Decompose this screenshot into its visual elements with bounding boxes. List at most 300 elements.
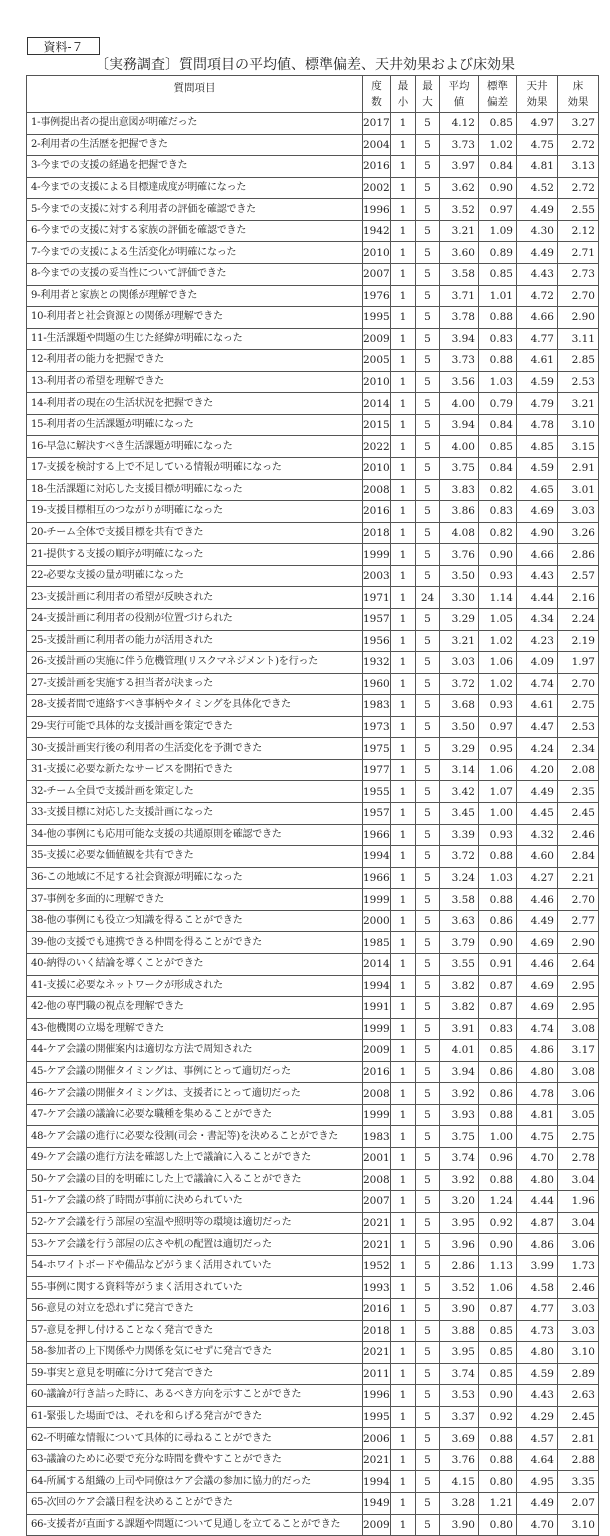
table-row xyxy=(27,328,599,350)
cell-min: 1 xyxy=(391,1018,416,1040)
cell-mean: 3.76 xyxy=(440,1449,479,1471)
cell-item: 25-支援計画に利用者の能力が活用された xyxy=(27,630,363,652)
table-row xyxy=(27,177,599,199)
cell-min: 1 xyxy=(391,1061,416,1083)
cell-min: 1 xyxy=(391,1255,416,1277)
cell-ceiling: 4.80 xyxy=(517,1061,558,1083)
cell-min: 1 xyxy=(391,328,416,350)
cell-n: 2021 xyxy=(363,1449,391,1471)
cell-floor: 2.45 xyxy=(558,803,599,825)
cell-mean: 4.15 xyxy=(440,1471,479,1493)
cell-mean: 3.50 xyxy=(440,716,479,738)
cell-sd: 0.80 xyxy=(479,1514,517,1536)
cell-item: 56-意見の対立を恐れずに発言できた xyxy=(27,1298,363,1320)
cell-n: 2007 xyxy=(363,1191,391,1213)
cell-min: 1 xyxy=(391,458,416,480)
cell-ceiling: 4.81 xyxy=(517,1104,558,1126)
table-row xyxy=(27,285,599,307)
cell-ceiling: 4.69 xyxy=(517,501,558,523)
cell-item: 32-チーム全員で支援計画を策定した xyxy=(27,781,363,803)
cell-min: 1 xyxy=(391,522,416,544)
cell-mean: 3.52 xyxy=(440,1277,479,1299)
cell-n: 2003 xyxy=(363,565,391,587)
cell-sd: 1.02 xyxy=(479,673,517,695)
header-row xyxy=(27,76,599,113)
cell-item: 16-早急に解決すべき生活課題が明確になった xyxy=(27,436,363,458)
cell-floor: 2.89 xyxy=(558,1363,599,1385)
header-min: 最 小 xyxy=(391,76,416,113)
cell-floor: 3.10 xyxy=(558,414,599,436)
cell-n: 1957 xyxy=(363,803,391,825)
cell-n: 1985 xyxy=(363,932,391,954)
cell-ceiling: 4.52 xyxy=(517,177,558,199)
cell-sd: 0.88 xyxy=(479,1449,517,1471)
table-row xyxy=(27,458,599,480)
cell-n: 2016 xyxy=(363,501,391,523)
cell-item: 30-支援計画実行後の利用者の生活変化を予測できた xyxy=(27,738,363,760)
cell-item: 61-緊張した場面では、それを和らげる発言ができた xyxy=(27,1406,363,1428)
cell-item: 21-提供する支援の順序が明確になった xyxy=(27,544,363,566)
cell-mean: 3.42 xyxy=(440,781,479,803)
cell-sd: 0.84 xyxy=(479,458,517,480)
cell-max: 5 xyxy=(416,803,440,825)
table-row xyxy=(27,1018,599,1040)
cell-n: 2010 xyxy=(363,371,391,393)
cell-max: 5 xyxy=(416,781,440,803)
cell-max: 5 xyxy=(416,1018,440,1040)
cell-item: 3-今までの支援の経過を把握できた xyxy=(27,156,363,178)
cell-n: 1994 xyxy=(363,846,391,868)
cell-item: 39-他の支援でも連携できる仲間を得ることができた xyxy=(27,932,363,954)
cell-max: 5 xyxy=(416,997,440,1019)
cell-item: 60-議論が行き詰った時に、あるべき方向を示すことができた xyxy=(27,1385,363,1407)
cell-n: 2015 xyxy=(363,414,391,436)
cell-mean: 3.30 xyxy=(440,587,479,609)
table-row xyxy=(27,1298,599,1320)
cell-min: 1 xyxy=(391,953,416,975)
cell-floor: 1.96 xyxy=(558,1191,599,1213)
table-row xyxy=(27,1234,599,1256)
cell-min: 1 xyxy=(391,1385,416,1407)
cell-floor: 3.06 xyxy=(558,1083,599,1105)
cell-min: 1 xyxy=(391,199,416,221)
table-row xyxy=(27,1363,599,1385)
cell-min: 1 xyxy=(391,1191,416,1213)
cell-min: 1 xyxy=(391,630,416,652)
cell-n: 1977 xyxy=(363,759,391,781)
cell-item: 44-ケア会議の開催案内は適切な方法で周知された xyxy=(27,1040,363,1062)
table-row xyxy=(27,1061,599,1083)
cell-ceiling: 4.87 xyxy=(517,1212,558,1234)
cell-mean: 3.74 xyxy=(440,1148,479,1170)
cell-floor: 3.35 xyxy=(558,1471,599,1493)
cell-floor: 3.26 xyxy=(558,522,599,544)
cell-mean: 3.03 xyxy=(440,652,479,674)
cell-min: 1 xyxy=(391,673,416,695)
cell-sd: 1.01 xyxy=(479,285,517,307)
cell-ceiling: 4.44 xyxy=(517,1191,558,1213)
cell-sd: 0.88 xyxy=(479,1104,517,1126)
cell-floor: 2.77 xyxy=(558,910,599,932)
cell-n: 2016 xyxy=(363,1298,391,1320)
cell-max: 5 xyxy=(416,113,440,135)
cell-max: 5 xyxy=(416,867,440,889)
cell-max: 5 xyxy=(416,328,440,350)
table-row xyxy=(27,1169,599,1191)
header-item: 質問項目 xyxy=(27,76,363,113)
cell-sd: 0.87 xyxy=(479,975,517,997)
cell-floor: 3.11 xyxy=(558,328,599,350)
cell-n: 1971 xyxy=(363,587,391,609)
cell-min: 1 xyxy=(391,1148,416,1170)
cell-floor: 2.78 xyxy=(558,1148,599,1170)
table-row xyxy=(27,263,599,285)
cell-ceiling: 4.90 xyxy=(517,522,558,544)
cell-floor: 3.08 xyxy=(558,1018,599,1040)
cell-mean: 3.63 xyxy=(440,910,479,932)
cell-max: 5 xyxy=(416,177,440,199)
cell-max: 5 xyxy=(416,1363,440,1385)
cell-min: 1 xyxy=(391,1514,416,1536)
cell-ceiling: 4.86 xyxy=(517,1040,558,1062)
cell-max: 24 xyxy=(416,587,440,609)
cell-ceiling: 4.69 xyxy=(517,997,558,1019)
cell-n: 2021 xyxy=(363,1212,391,1234)
cell-ceiling: 4.81 xyxy=(517,156,558,178)
cell-max: 5 xyxy=(416,1406,440,1428)
cell-floor: 2.08 xyxy=(558,759,599,781)
cell-ceiling: 4.66 xyxy=(517,307,558,329)
cell-item: 51-ケア会議の終了時間が事前に決められていた xyxy=(27,1191,363,1213)
cell-n: 1976 xyxy=(363,285,391,307)
cell-item: 7-今までの支援による生活変化が明確になった xyxy=(27,242,363,264)
cell-floor: 2.91 xyxy=(558,458,599,480)
table-row xyxy=(27,975,599,997)
cell-ceiling: 4.78 xyxy=(517,1083,558,1105)
cell-sd: 0.90 xyxy=(479,1234,517,1256)
cell-item: 31-支援に必要な新たなサービスを開拓できた xyxy=(27,759,363,781)
cell-max: 5 xyxy=(416,1514,440,1536)
cell-floor: 2.53 xyxy=(558,371,599,393)
cell-ceiling: 4.49 xyxy=(517,242,558,264)
cell-n: 2017 xyxy=(363,113,391,135)
cell-max: 5 xyxy=(416,1061,440,1083)
cell-ceiling: 4.47 xyxy=(517,716,558,738)
cell-sd: 0.88 xyxy=(479,889,517,911)
cell-ceiling: 4.65 xyxy=(517,479,558,501)
cell-floor: 2.70 xyxy=(558,673,599,695)
cell-mean: 3.78 xyxy=(440,307,479,329)
cell-n: 2011 xyxy=(363,1363,391,1385)
cell-item: 5-今までの支援に対する利用者の評価を確認できた xyxy=(27,199,363,221)
cell-item: 42-他の専門職の視点を理解できた xyxy=(27,997,363,1019)
cell-n: 1960 xyxy=(363,673,391,695)
table-row xyxy=(27,156,599,178)
cell-floor: 2.72 xyxy=(558,177,599,199)
cell-mean: 4.12 xyxy=(440,113,479,135)
cell-n: 1996 xyxy=(363,199,391,221)
cell-item: 1-事例提出者の提出意図が明確だった xyxy=(27,113,363,135)
cell-mean: 3.95 xyxy=(440,1342,479,1364)
cell-floor: 2.24 xyxy=(558,608,599,630)
cell-min: 1 xyxy=(391,803,416,825)
cell-ceiling: 4.61 xyxy=(517,350,558,372)
cell-sd: 0.82 xyxy=(479,479,517,501)
cell-min: 1 xyxy=(391,846,416,868)
cell-max: 5 xyxy=(416,1126,440,1148)
cell-item: 58-参加者の上下関係や力関係を気にせずに発言できた xyxy=(27,1342,363,1364)
cell-sd: 0.87 xyxy=(479,997,517,1019)
cell-min: 1 xyxy=(391,1471,416,1493)
cell-floor: 3.03 xyxy=(558,1298,599,1320)
cell-floor: 2.70 xyxy=(558,889,599,911)
cell-min: 1 xyxy=(391,1428,416,1450)
cell-max: 5 xyxy=(416,1104,440,1126)
cell-n: 2010 xyxy=(363,458,391,480)
cell-n: 2009 xyxy=(363,328,391,350)
cell-item: 19-支援目標相互のつながりが明確になった xyxy=(27,501,363,523)
cell-n: 2014 xyxy=(363,953,391,975)
cell-sd: 1.06 xyxy=(479,1277,517,1299)
cell-mean: 3.69 xyxy=(440,1428,479,1450)
cell-n: 1932 xyxy=(363,652,391,674)
cell-item: 29-実行可能で具体的な支援計画を策定できた xyxy=(27,716,363,738)
cell-sd: 0.88 xyxy=(479,1169,517,1191)
cell-min: 1 xyxy=(391,1126,416,1148)
cell-ceiling: 3.99 xyxy=(517,1255,558,1277)
cell-n: 2002 xyxy=(363,177,391,199)
cell-min: 1 xyxy=(391,781,416,803)
cell-min: 1 xyxy=(391,501,416,523)
cell-floor: 3.06 xyxy=(558,1234,599,1256)
cell-mean: 3.21 xyxy=(440,630,479,652)
cell-n: 2006 xyxy=(363,1428,391,1450)
cell-max: 5 xyxy=(416,1083,440,1105)
cell-floor: 3.04 xyxy=(558,1212,599,1234)
cell-n: 2008 xyxy=(363,479,391,501)
table-row xyxy=(27,393,599,415)
table-row xyxy=(27,522,599,544)
cell-ceiling: 4.24 xyxy=(517,738,558,760)
cell-max: 5 xyxy=(416,156,440,178)
cell-n: 1983 xyxy=(363,1126,391,1148)
cell-min: 1 xyxy=(391,1083,416,1105)
cell-floor: 2.84 xyxy=(558,846,599,868)
cell-max: 5 xyxy=(416,975,440,997)
table-row xyxy=(27,608,599,630)
cell-ceiling: 4.29 xyxy=(517,1406,558,1428)
table-row xyxy=(27,953,599,975)
cell-mean: 3.73 xyxy=(440,134,479,156)
cell-sd: 0.86 xyxy=(479,1061,517,1083)
table-body xyxy=(27,113,599,1536)
cell-ceiling: 4.69 xyxy=(517,932,558,954)
cell-mean: 3.96 xyxy=(440,1234,479,1256)
cell-max: 5 xyxy=(416,608,440,630)
cell-sd: 0.92 xyxy=(479,1406,517,1428)
cell-min: 1 xyxy=(391,285,416,307)
cell-floor: 3.10 xyxy=(558,1342,599,1364)
cell-min: 1 xyxy=(391,1040,416,1062)
cell-max: 5 xyxy=(416,242,440,264)
cell-max: 5 xyxy=(416,1255,440,1277)
cell-sd: 0.80 xyxy=(479,1471,517,1493)
cell-min: 1 xyxy=(391,1212,416,1234)
cell-item: 43-他機関の立場を理解できた xyxy=(27,1018,363,1040)
table-row xyxy=(27,1255,599,1277)
cell-mean: 3.94 xyxy=(440,328,479,350)
cell-n: 1942 xyxy=(363,220,391,242)
table-row xyxy=(27,220,599,242)
cell-sd: 1.07 xyxy=(479,781,517,803)
cell-mean: 3.91 xyxy=(440,1018,479,1040)
cell-max: 5 xyxy=(416,759,440,781)
cell-ceiling: 4.66 xyxy=(517,544,558,566)
header-n: 度 数 xyxy=(363,76,391,113)
cell-mean: 3.60 xyxy=(440,242,479,264)
cell-n: 1999 xyxy=(363,889,391,911)
cell-floor: 2.63 xyxy=(558,1385,599,1407)
cell-item: 22-必要な支援の量が明確になった xyxy=(27,565,363,587)
table-row xyxy=(27,1277,599,1299)
table-row xyxy=(27,371,599,393)
cell-mean: 3.74 xyxy=(440,1363,479,1385)
cell-n: 2009 xyxy=(363,1514,391,1536)
cell-ceiling: 4.73 xyxy=(517,1320,558,1342)
cell-floor: 2.34 xyxy=(558,738,599,760)
cell-max: 5 xyxy=(416,1277,440,1299)
cell-ceiling: 4.43 xyxy=(517,565,558,587)
cell-mean: 3.88 xyxy=(440,1320,479,1342)
table-row xyxy=(27,414,599,436)
cell-n: 2010 xyxy=(363,242,391,264)
cell-ceiling: 4.30 xyxy=(517,220,558,242)
cell-min: 1 xyxy=(391,414,416,436)
cell-n: 2021 xyxy=(363,1342,391,1364)
cell-ceiling: 4.64 xyxy=(517,1449,558,1471)
cell-item: 20-チーム全体で支援目標を共有できた xyxy=(27,522,363,544)
cell-min: 1 xyxy=(391,824,416,846)
cell-max: 5 xyxy=(416,910,440,932)
cell-max: 5 xyxy=(416,393,440,415)
table-row xyxy=(27,695,599,717)
cell-n: 1991 xyxy=(363,997,391,1019)
cell-sd: 0.82 xyxy=(479,522,517,544)
table-row xyxy=(27,652,599,674)
cell-mean: 3.71 xyxy=(440,285,479,307)
cell-floor: 2.81 xyxy=(558,1428,599,1450)
cell-sd: 1.03 xyxy=(479,867,517,889)
cell-min: 1 xyxy=(391,393,416,415)
header-sd: 標準 偏差 xyxy=(479,76,517,113)
cell-sd: 1.02 xyxy=(479,134,517,156)
cell-sd: 0.88 xyxy=(479,846,517,868)
cell-item: 14-利用者の現在の生活状況を把握できた xyxy=(27,393,363,415)
cell-n: 1952 xyxy=(363,1255,391,1277)
cell-n: 1996 xyxy=(363,1385,391,1407)
cell-item: 24-支援計画に利用者の役割が位置づけられた xyxy=(27,608,363,630)
cell-sd: 0.85 xyxy=(479,1363,517,1385)
cell-mean: 3.95 xyxy=(440,1212,479,1234)
table-title: 〔実務調査〕質問項目の平均値、標準偏差、天井効果および床効果 xyxy=(95,57,515,73)
cell-mean: 3.94 xyxy=(440,414,479,436)
cell-max: 5 xyxy=(416,1234,440,1256)
cell-ceiling: 4.97 xyxy=(517,113,558,135)
cell-min: 1 xyxy=(391,307,416,329)
cell-item: 18-生活課題に対応した支援目標が明確になった xyxy=(27,479,363,501)
cell-item: 27-支援計画を実施する担当者が決まった xyxy=(27,673,363,695)
cell-floor: 2.46 xyxy=(558,1277,599,1299)
cell-item: 57-意見を押し付けることなく発言できた xyxy=(27,1320,363,1342)
cell-max: 5 xyxy=(416,350,440,372)
header-mean: 平均 値 xyxy=(440,76,479,113)
cell-min: 1 xyxy=(391,932,416,954)
header-floor: 床 効果 xyxy=(558,76,599,113)
cell-min: 1 xyxy=(391,1493,416,1515)
cell-max: 5 xyxy=(416,544,440,566)
cell-sd: 1.02 xyxy=(479,630,517,652)
cell-item: 2-利用者の生活歴を把握できた xyxy=(27,134,363,156)
cell-ceiling: 4.44 xyxy=(517,587,558,609)
table-row xyxy=(27,199,599,221)
cell-mean: 3.39 xyxy=(440,824,479,846)
table-row xyxy=(27,716,599,738)
cell-min: 1 xyxy=(391,1320,416,1342)
cell-max: 5 xyxy=(416,1191,440,1213)
cell-floor: 3.10 xyxy=(558,1514,599,1536)
cell-sd: 0.92 xyxy=(479,1212,517,1234)
cell-floor: 2.35 xyxy=(558,781,599,803)
cell-min: 1 xyxy=(391,1277,416,1299)
cell-floor: 2.75 xyxy=(558,695,599,717)
cell-ceiling: 4.86 xyxy=(517,1234,558,1256)
cell-item: 54-ホワイトボードや備品などがうまく活用されていた xyxy=(27,1255,363,1277)
cell-sd: 0.85 xyxy=(479,113,517,135)
table-row xyxy=(27,997,599,1019)
cell-ceiling: 4.27 xyxy=(517,867,558,889)
cell-mean: 3.83 xyxy=(440,479,479,501)
cell-max: 5 xyxy=(416,1471,440,1493)
cell-min: 1 xyxy=(391,889,416,911)
cell-item: 59-事実と意見を明確に分けて発言できた xyxy=(27,1363,363,1385)
cell-item: 46-ケア会議の開催タイミングは、支援者にとって適切だった xyxy=(27,1083,363,1105)
cell-mean: 3.79 xyxy=(440,932,479,954)
cell-ceiling: 4.46 xyxy=(517,953,558,975)
cell-min: 1 xyxy=(391,997,416,1019)
cell-max: 5 xyxy=(416,652,440,674)
cell-mean: 3.28 xyxy=(440,1493,479,1515)
cell-max: 5 xyxy=(416,479,440,501)
cell-floor: 2.70 xyxy=(558,285,599,307)
cell-floor: 3.04 xyxy=(558,1169,599,1191)
cell-ceiling: 4.74 xyxy=(517,673,558,695)
cell-sd: 0.86 xyxy=(479,910,517,932)
cell-n: 2008 xyxy=(363,1083,391,1105)
cell-sd: 0.84 xyxy=(479,156,517,178)
cell-item: 17-支援を検討する上で不足している情報が明確になった xyxy=(27,458,363,480)
table-row xyxy=(27,1385,599,1407)
cell-max: 5 xyxy=(416,522,440,544)
cell-n: 1983 xyxy=(363,695,391,717)
cell-mean: 3.72 xyxy=(440,846,479,868)
cell-item: 11-生活課題や問題の生じた経緯が明確になった xyxy=(27,328,363,350)
cell-ceiling: 4.59 xyxy=(517,458,558,480)
cell-sd: 0.90 xyxy=(479,1385,517,1407)
cell-n: 2009 xyxy=(363,1040,391,1062)
table-row xyxy=(27,673,599,695)
cell-item: 26-支援計画の実施に伴う危機管理(リスクマネジメント)を行った xyxy=(27,652,363,674)
cell-ceiling: 4.77 xyxy=(517,1298,558,1320)
